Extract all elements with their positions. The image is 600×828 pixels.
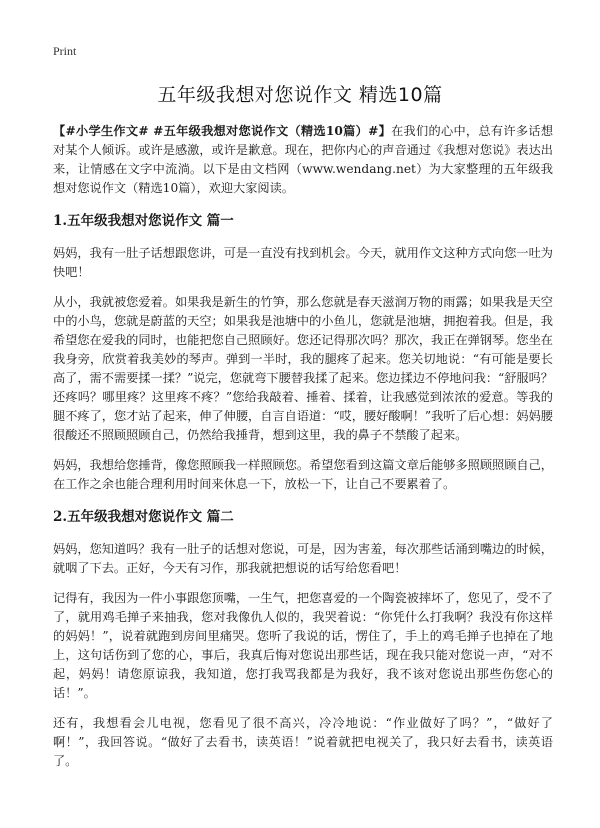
paragraph: 妈妈，我有一肚子话想跟您讲，可是一直没有找到机会。今天，就用作文这种方式向您一吐为快吧！	[53, 246, 553, 279]
page-title: 五年级我想对您说作文 精选10篇	[157, 84, 443, 106]
paragraph: 从小，我就被您爱着。如果我是新生的竹笋，那么您就是春天滋润万物的雨露；如果我是天空中的小鸟，您就是蔚蓝的天空；如果我是池塘中的小鱼儿，您就是池塘，拥抱着我。但是，我希望您在爱我的同时，也能把您自己照顾好。您还记得那次吗？那次，我正在弹钢琴。您坐在我身旁，欣赏着我美妙的琴声。弹到一半时，我的腿疼了起来。您关切地说：“有可能是要长高了，需不需要揉一揉？”说完，您就弯下腰替我揉了起来。您边揉边不停地问我：“舒服吗？还疼吗？哪里疼？这里疼不疼？”您给我敲着、捶着、揉着，让我感觉到浓浓的爱意。等我的腿不疼了，您才站了起来，伸了伸腰，自言自语道：“哎，腰好酸啊！”我听了后心想：妈妈腰很酸还不照顾照顾自己，仍然给我捶背，想到这里，我的鼻子不禁酸了起来。	[53, 295, 553, 442]
intro-tag: 【#小学生作文# #五年级我想对您说作文（精选10篇）#】	[53, 124, 392, 138]
section-heading-1: 1.五年级我想对您说作文 篇一	[53, 213, 234, 229]
intro-paragraph	[53, 122, 553, 198]
print-label: Print	[53, 44, 77, 58]
paragraph: 记得有，我因为一件小事跟您顶嘴，一生气，把您喜爱的一个陶瓷被摔坏了，您见了，受不了了，就用鸡毛掸子来抽我，您对我像仇人似的，我哭着说：“你凭什么打我啊？我没有你这样的妈妈！”，说着就跑到房间里痛哭。您听了我说的话，愣住了，手上的鸡毛掸子也掉在了地上，这句话伤到了您的心，事后，我真后悔对您说出那些话，现在我只能对您说一声，“对不起，妈妈！请您原谅我，我知道，您打我骂我都是为我好，我不该对您说出那些伤您心的话！”。	[53, 591, 553, 700]
paragraph: 妈妈，您知道吗？我有一肚子的话想对您说，可是，因为害羞，每次那些话涌到嘴边的时候，就咽了下去。正好，今天有习作，那我就把想说的话写给您看吧！	[53, 542, 553, 575]
paragraph: 妈妈，我想给您捶背，像您照顾我一样照顾您。希望您看到这篇文章后能够多照顾照顾自己，在工作之余也能合理利用时间来休息一下，放松一下，让自己不要累着了。	[53, 458, 553, 491]
section-heading-2: 2.五年级我想对您说作文 篇二	[53, 509, 234, 525]
intro-text: 在我们的心中，总有许多话想对某个人倾诉。或许是感激，或许是歉意。现在，把你内心的声音通过《我想对您说》表达出来，让情感在文字中流淌。以下是由文档网（www.wendang.net）为大家整理的五年级我想对您说作文（精选10篇），欢迎大家阅读。	[53, 124, 554, 195]
article-body	[53, 122, 553, 782]
paragraph: 还有，我想看会儿电视，您看见了很不高兴，冷冷地说：“作业做好了吗？”，“做好了啊！”，我回答说。“做好了去看书，读英语！”说着就把电视关了，我只好去看书，读英语了。	[53, 716, 553, 768]
